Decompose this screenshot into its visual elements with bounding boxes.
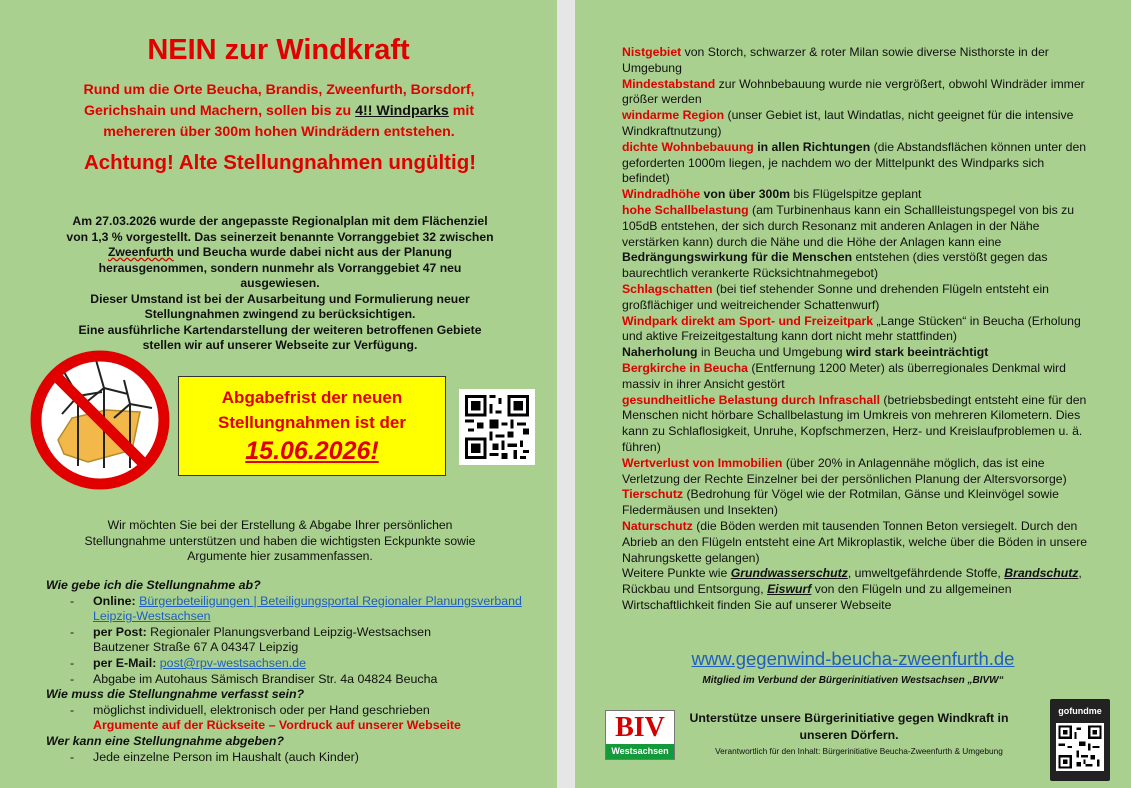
argument-text: (die Böden werden mit tausenden Tonnen Beton versiegelt. Durch den Abrieb an den Flügeln entsteht eine Art Mikroplastik, welche über die Böden in unsere Nahrungskette gelangen)	[622, 518, 1088, 565]
argument-key: Tierschutz	[622, 487, 684, 502]
argument-bold: in allen Richtungen	[753, 139, 871, 154]
list-item	[46, 672, 546, 688]
argument-text: (betriebsbedingt entsteht eine für den Menschen nicht hörbare Schallbelastung im Umkreis von mehreren Kilometern. Dies kann zu Schlaflosigkeit, Unruhe, Kopfschmerzen, Herz- und Kreislaufproblemen u. ä. führen)	[622, 392, 1087, 454]
info-paragraph	[60, 214, 500, 354]
argument-text: zur Wohnbebauung wurde nie vergrößert, obwohl Windräder immer größer werden	[622, 76, 1085, 107]
flyer-back-page	[575, 0, 1131, 788]
argument-item	[622, 203, 1092, 282]
arguments-note: Argumente auf der Rückseite – Vordruck auf unserer Webseite	[93, 718, 461, 733]
argument-item	[622, 282, 1092, 314]
windparks-count: 4!! Windparks	[355, 103, 449, 119]
membership-note: Mitglied im Verbund der Bürgerinitiativen Westsachsen „BIVW“	[702, 675, 1004, 686]
argument-text: (Entfernung 1200 Meter) als überregionales Denkmal wird massiv in ihrer Ansicht gestört	[622, 360, 1066, 391]
fire-term: Brandschutz	[1004, 566, 1079, 581]
argument-item	[622, 108, 1092, 140]
argument-text: von Storch, schwarzer & roter Milan sowie diverse Nisthorste in der Umgebung	[622, 45, 1049, 75]
intro-text-c: mit mehereren über 300m hohen Windrädern entstehen.	[103, 103, 475, 140]
written-text: möglichst individuell, elektronisch oder per Hand geschrieben	[93, 702, 430, 717]
further-text-c: , umweltgefährdende Stoffe,	[847, 566, 1005, 581]
argument-bold: Bedrängungswirkung für die Menschen	[622, 250, 853, 265]
argument-text: (über 20% in Anlagennähe möglich, das ist eine Verletzung der Rechte Einzelner bei der persönlichen Planung der Altersvorsorge)	[622, 455, 1067, 486]
intro-text	[48, 80, 510, 143]
argument-text: „Lange Stücken“ in Beucha (Erholung und aktive Freizeitgestaltung kann dort nicht mehr stattfinden)	[622, 313, 1081, 344]
further-text-a: Weitere Punkte wie	[622, 566, 731, 581]
argument-key: gesundheitliche Belastung durch Infraschall	[622, 392, 880, 407]
further-text-g: von den Flügeln und zu allgemeinen Wirtschaftlichkeit finden Sie auf unserer Webseite	[622, 582, 1012, 612]
argument-text-2: entstehen (dies verstößt gegen das baurechtlich verankerte Rücksichtnahmegebot)	[622, 250, 1048, 281]
arguments-list	[622, 45, 1092, 614]
argument-text: (bei tief stehender Sonne und drehenden Flügeln entsteht ein großflächiger und weitreichender Schattenwurf)	[622, 281, 1049, 312]
list-item	[46, 703, 546, 719]
autohaus-text: Abgabe im Autohaus Sämisch Brandiser Str. 4a 04824 Beucha	[93, 671, 438, 686]
argument-item	[622, 361, 1092, 393]
portal-link[interactable]: Bürgerbeteiligungen | Beteiligungsportal Regionaler Planungsverband Leipzig-Westsachsen	[93, 593, 522, 624]
further-text-e: , Rückbau und Entsorgung,	[622, 566, 1082, 597]
list-dash: -	[70, 655, 75, 670]
argument-key: Bergkirche in Beucha	[622, 360, 748, 375]
argument-key: windarme Region	[622, 108, 725, 123]
argument-bold-2: wird stark beeinträchtigt	[846, 345, 989, 360]
argument-key: Windpark direkt am Sport- und Freizeitpark	[622, 313, 874, 328]
argument-text: (unser Gebiet ist, laut Windatlas, nicht geeignet für die intensive Windkraftnutzung)	[622, 108, 1074, 138]
gofundme-badge[interactable]	[1050, 699, 1110, 781]
page-title: NEIN zur Windkraft	[147, 34, 410, 66]
argument-item	[622, 140, 1092, 187]
argument-key: Wertverlust von Immobilien	[622, 455, 783, 470]
flyer-front-page	[0, 0, 557, 788]
groundwater-term: Grundwasserschutz	[730, 566, 848, 581]
post-recipient: Regionaler Planungsverband Leipzig-Westsachsen	[150, 624, 431, 639]
gofundme-qr-code-icon	[1056, 723, 1104, 771]
question-how-submit: Wie gebe ich die Stellungnahme ab?	[46, 578, 261, 592]
no-wind-turbine-sign-icon	[28, 348, 172, 492]
argument-item	[622, 187, 1092, 203]
list-item	[46, 750, 546, 766]
gofundme-label: gofundme	[1058, 706, 1102, 716]
question-how-written: Wie muss die Stellungnahme verfasst sein?	[46, 687, 305, 702]
argument-key: Schlagschatten	[622, 281, 713, 296]
intro-text-a: Rund um die Orte Beucha, Brandis, Zweenfurth, Borsdorf, Gerichshain und Machern, sollen bis zu	[83, 82, 475, 119]
argument-key: dichte Wohnbebauung	[622, 139, 754, 154]
info-text-3: Eine ausführliche Kartendarstellung der weiteren betroffenen Gebiete stellen wir auf unserer Webseite zur Verfügung.	[78, 322, 482, 352]
post-label: per Post:	[93, 624, 151, 639]
email-label: per E-Mail:	[93, 655, 160, 670]
argument-item	[622, 45, 1092, 77]
argument-text: in Beucha und Umgebung	[697, 345, 847, 360]
post-address: Bautzener Straße 67 A 04347 Leipzig	[93, 640, 299, 655]
list-item	[46, 656, 546, 672]
argument-key: hohe Schallbelastung	[622, 202, 749, 217]
ice-term: Eiswurf	[767, 582, 812, 597]
faq-section	[46, 578, 546, 765]
info-text-b: Zweenfurth	[107, 245, 174, 259]
argument-item	[622, 519, 1092, 566]
qr-code-icon[interactable]	[459, 389, 535, 465]
warning-heading: Achtung! Alte Stellungnahmen ungültig!	[83, 151, 477, 174]
info-text-c: und Beucha wurde dabei nicht aus der Planung herausgenommen, sondern nunmehr als Vorranggebiet 47 neu ausgewiesen.	[98, 245, 462, 290]
website-url	[575, 648, 1131, 670]
argument-text: (am Turbinenhaus kann ein Schallleistungspegel von bis zu 105dB entstehen, der sich durch Resonanz mit anderen Anlagen in der Nähe verstärken kann) durch die Nähe und die Höhe der Anlagen kann eine	[622, 202, 1075, 249]
argument-text: (Bedrohung für Vögel wie der Rotmilan, Gänse und Kleinvögel sowie Fledermäusen und Insekten)	[622, 487, 1059, 518]
list-item	[46, 625, 546, 656]
argument-bold: von über 300m	[700, 187, 791, 202]
list-dash: -	[70, 671, 75, 686]
support-text: Wir möchten Sie bei der Erstellung & Abgabe Ihrer persönlichen Stellungnahme unterstützen und haben die wichtigsten Eckpunkte sowie Argumente hier zusammenfassen.	[84, 518, 476, 563]
email-link[interactable]: post@rpv-westsachsen.de	[159, 655, 306, 670]
argument-item	[622, 456, 1092, 488]
list-dash: -	[70, 749, 75, 764]
argument-item	[622, 393, 1092, 456]
online-label: Online:	[93, 593, 140, 608]
argument-item	[622, 345, 1092, 361]
further-points	[622, 566, 1092, 613]
argument-text: bis Flügelspitze geplant	[790, 187, 922, 202]
who-text: Jede einzelne Person im Haushalt (auch Kinder)	[93, 749, 359, 764]
deadline-text	[179, 385, 445, 435]
argument-bold: Naherholung	[622, 345, 698, 360]
biv-logo	[605, 710, 675, 760]
argument-key: Mindestabstand	[622, 76, 716, 91]
list-dash: -	[70, 624, 75, 639]
deadline-line-1: Abgabefrist der neuen	[221, 388, 403, 407]
list-dash: -	[70, 702, 75, 717]
argument-key: Naturschutz	[622, 518, 693, 533]
imprint-note: Verantwortlich für den Inhalt: Bürgerinitiative Beucha-Zweenfurth & Umgebung	[715, 746, 1003, 756]
website-link[interactable]: www.gegenwind-beucha-zweenfurth.de	[691, 648, 1015, 669]
deadline-box	[178, 376, 446, 476]
argument-item	[622, 314, 1092, 346]
support-call: Unterstütze unsere Bürgerinitiative gegen Windkraft in unseren Dörfern.	[689, 711, 1009, 742]
info-text-a: Am 27.03.2026 wurde der angepasste Regionalplan mit dem Flächenziel von 1,3 % vorgestellt. Das seinerzeit benannte Vorranggebiet 32 zwischen	[66, 214, 494, 244]
deadline-line-2: Stellungnahmen ist der	[218, 413, 406, 432]
argument-item	[622, 77, 1092, 109]
argument-key: Nistgebiet	[622, 45, 682, 59]
argument-text: (die Abstandsflächen können unter den geforderten 1000m liegen, je nachdem wo der Mittelpunkt des Windparks sich befindet)	[622, 139, 1087, 186]
info-text-2: Dieser Umstand ist bei der Ausarbeitung und Formulierung neuer Stellungnahmen zwingend zu berücksichtigen.	[90, 291, 470, 321]
argument-key: Windradhöhe	[622, 187, 701, 202]
deadline-date: 15.06.2026!	[245, 437, 379, 465]
biv-logo-text: BIV	[615, 711, 665, 743]
list-dash: -	[70, 593, 75, 608]
biv-logo-sub: Westsachsen	[606, 744, 674, 759]
question-who-submit: Wer kann eine Stellungnahme abgeben?	[46, 733, 284, 748]
list-item	[46, 594, 546, 625]
argument-item	[622, 487, 1092, 519]
